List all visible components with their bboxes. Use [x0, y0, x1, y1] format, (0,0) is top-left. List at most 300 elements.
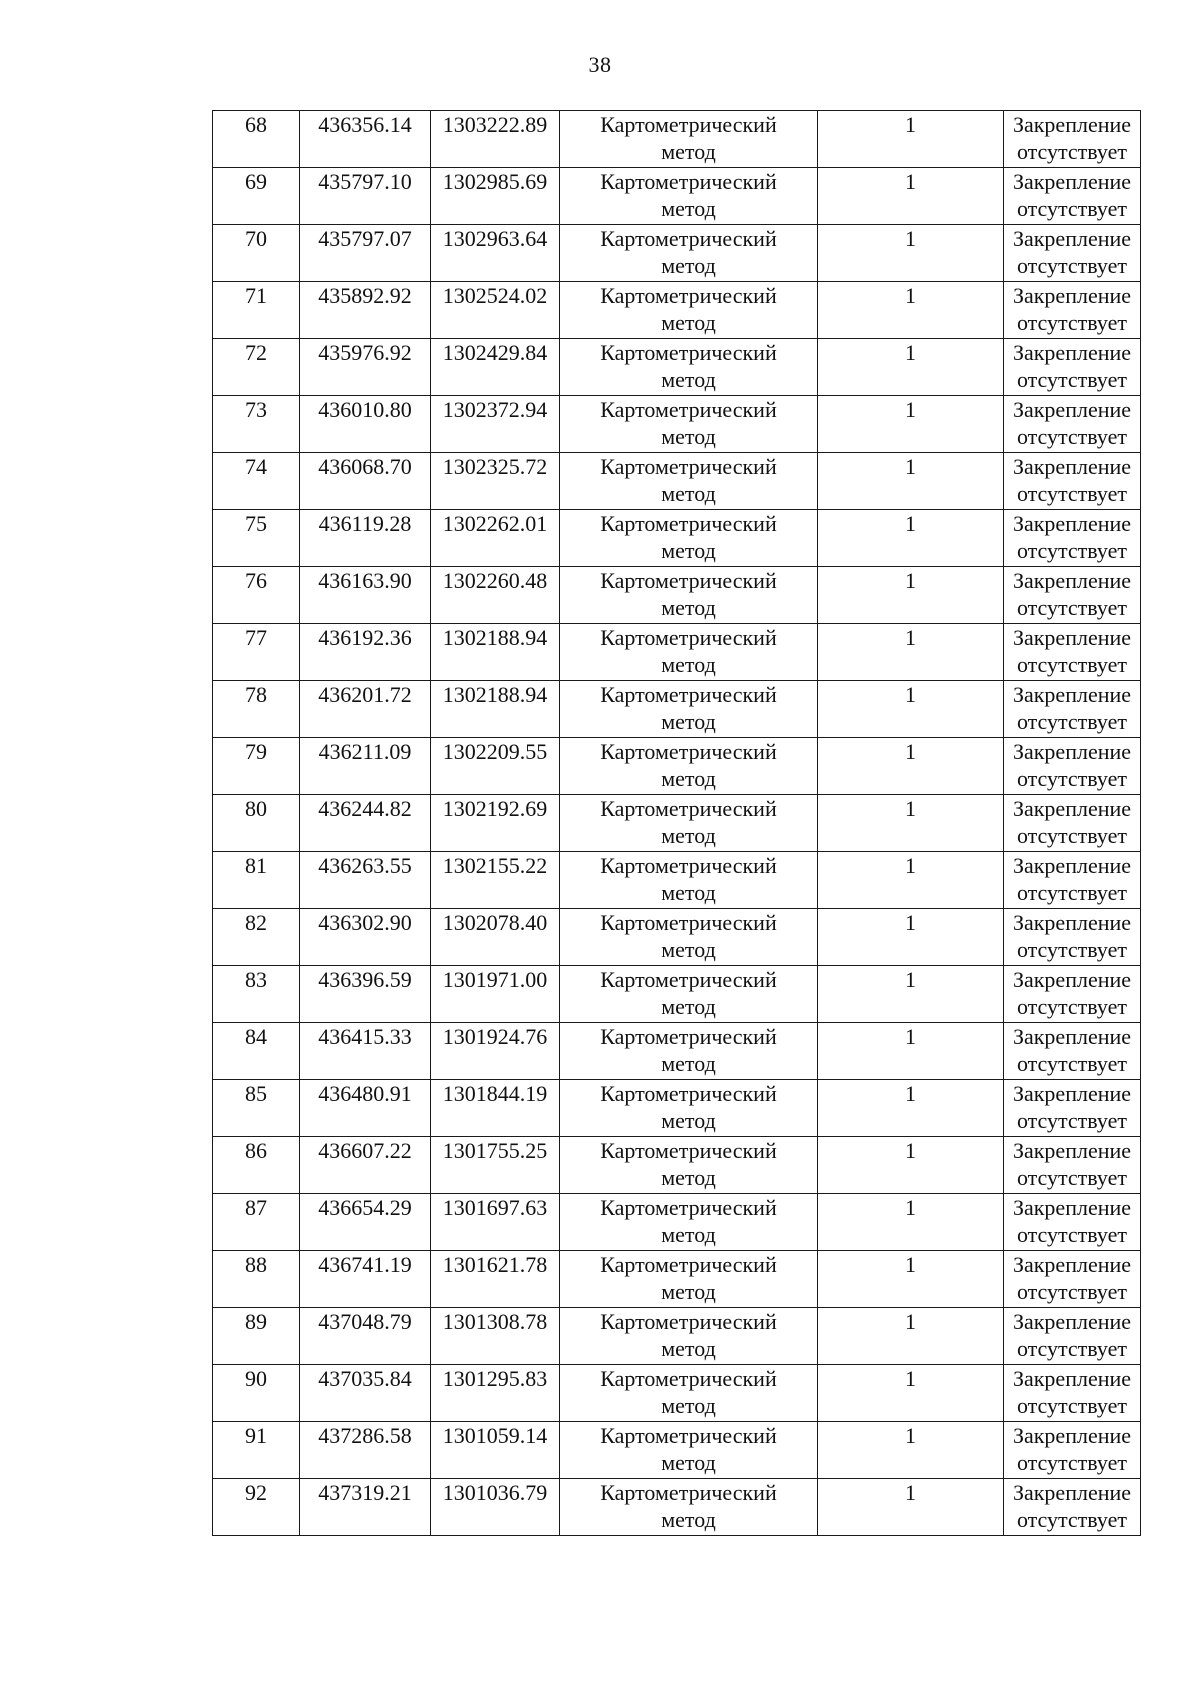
x-coordinate: 436396.59 — [318, 967, 412, 992]
table-row — [213, 225, 1141, 282]
fixing-text: отсутствует — [1016, 595, 1128, 620]
y-coordinate: 1302524.02 — [442, 283, 548, 308]
fixing-text: отсутствует — [1016, 424, 1128, 449]
x-coordinate-cell — [300, 1251, 431, 1308]
fixing-text: отсутствует — [1016, 1279, 1128, 1304]
table-row — [213, 396, 1141, 453]
y-coordinate: 1301844.19 — [442, 1081, 548, 1106]
fixing-cell — [1004, 966, 1141, 1023]
point-number-cell — [213, 510, 300, 567]
fixing-cell — [1004, 339, 1141, 396]
point-number: 83 — [245, 967, 267, 992]
y-coordinate: 1301308.78 — [442, 1309, 548, 1334]
x-coordinate: 436068.70 — [318, 454, 412, 479]
table-row — [213, 1308, 1141, 1365]
point-number-cell — [213, 1251, 300, 1308]
point-number-cell — [213, 1479, 300, 1536]
fixing-cell — [1004, 111, 1141, 168]
method-text: Картометрический — [600, 283, 777, 308]
y-coordinate-cell — [431, 453, 560, 510]
point-number-cell — [213, 396, 300, 453]
y-coordinate: 1302262.01 — [442, 511, 548, 536]
point-number: 71 — [245, 283, 267, 308]
x-coordinate-cell — [300, 1194, 431, 1251]
method-text: метод — [661, 1165, 716, 1190]
error-value: 1 — [905, 1195, 916, 1220]
error-value: 1 — [905, 112, 916, 137]
x-coordinate: 436010.80 — [318, 397, 412, 422]
error-cell — [818, 738, 1004, 795]
x-coordinate: 436263.55 — [318, 853, 412, 878]
x-coordinate-cell — [300, 1365, 431, 1422]
y-coordinate: 1302260.48 — [442, 568, 548, 593]
y-coordinate-cell — [431, 510, 560, 567]
error-cell — [818, 1308, 1004, 1365]
table-row — [213, 1251, 1141, 1308]
method-text: метод — [661, 766, 716, 791]
x-coordinate: 436741.19 — [318, 1252, 412, 1277]
x-coordinate-cell — [300, 282, 431, 339]
fixing-text: Закрепление — [1012, 1195, 1132, 1220]
table-row — [213, 1365, 1141, 1422]
fixing-text: Закрепление — [1012, 682, 1132, 707]
fixing-cell — [1004, 1080, 1141, 1137]
x-coordinate-cell — [300, 1422, 431, 1479]
method-cell — [560, 339, 818, 396]
x-coordinate: 436480.91 — [318, 1081, 412, 1106]
x-coordinate: 436163.90 — [318, 568, 412, 593]
method-text: метод — [661, 823, 716, 848]
table-row — [213, 795, 1141, 852]
fixing-text: отсутствует — [1016, 1507, 1128, 1532]
x-coordinate: 436607.22 — [318, 1138, 412, 1163]
table-row — [213, 624, 1141, 681]
method-text: метод — [661, 1051, 716, 1076]
y-coordinate: 1302192.69 — [442, 796, 548, 821]
error-cell — [818, 1251, 1004, 1308]
y-coordinate-cell — [431, 1308, 560, 1365]
fixing-text: отсутствует — [1016, 1450, 1128, 1475]
x-coordinate-cell — [300, 396, 431, 453]
point-number-cell — [213, 282, 300, 339]
y-coordinate: 1301924.76 — [442, 1024, 548, 1049]
y-coordinate-cell — [431, 1080, 560, 1137]
x-coordinate-cell — [300, 111, 431, 168]
y-coordinate-cell — [431, 1422, 560, 1479]
method-cell — [560, 1080, 818, 1137]
fixing-text: Закрепление — [1012, 226, 1132, 251]
error-cell — [818, 909, 1004, 966]
fixing-cell — [1004, 1365, 1141, 1422]
fixing-text: Закрепление — [1012, 1423, 1132, 1448]
y-coordinate: 1302188.94 — [442, 625, 548, 650]
y-coordinate-cell — [431, 1251, 560, 1308]
error-cell — [818, 852, 1004, 909]
method-text: Картометрический — [600, 397, 777, 422]
fixing-cell — [1004, 681, 1141, 738]
y-coordinate: 1302429.84 — [442, 340, 548, 365]
error-cell — [818, 453, 1004, 510]
error-value: 1 — [905, 910, 916, 935]
error-value: 1 — [905, 169, 916, 194]
table-row — [213, 339, 1141, 396]
error-value: 1 — [905, 568, 916, 593]
y-coordinate-cell — [431, 111, 560, 168]
point-number-cell — [213, 168, 300, 225]
method-text: Картометрический — [600, 112, 777, 137]
error-value: 1 — [905, 283, 916, 308]
fixing-cell — [1004, 1422, 1141, 1479]
table-row — [213, 453, 1141, 510]
y-coordinate-cell — [431, 396, 560, 453]
method-text: Картометрический — [600, 511, 777, 536]
x-coordinate: 436119.28 — [318, 511, 412, 536]
method-text: Картометрический — [600, 1195, 777, 1220]
error-cell — [818, 1137, 1004, 1194]
method-text: Картометрический — [600, 340, 777, 365]
point-number: 72 — [245, 340, 267, 365]
x-coordinate: 437286.58 — [318, 1423, 412, 1448]
fixing-text: отсутствует — [1016, 766, 1128, 791]
fixing-cell — [1004, 624, 1141, 681]
fixing-text: Закрепление — [1012, 511, 1132, 536]
table-row — [213, 1080, 1141, 1137]
x-coordinate: 436356.14 — [318, 112, 412, 137]
method-text: Картометрический — [600, 967, 777, 992]
error-value: 1 — [905, 682, 916, 707]
x-coordinate: 435892.92 — [318, 283, 412, 308]
method-cell — [560, 453, 818, 510]
method-cell — [560, 966, 818, 1023]
method-cell — [560, 795, 818, 852]
error-cell — [818, 795, 1004, 852]
method-text: Картометрический — [600, 625, 777, 650]
x-coordinate: 435797.07 — [318, 226, 412, 251]
error-cell — [818, 282, 1004, 339]
point-number-cell — [213, 1080, 300, 1137]
fixing-text: отсутствует — [1016, 253, 1128, 278]
method-text: метод — [661, 1222, 716, 1247]
error-value: 1 — [905, 397, 916, 422]
error-cell — [818, 396, 1004, 453]
point-number: 75 — [245, 511, 267, 536]
x-coordinate-cell — [300, 453, 431, 510]
x-coordinate: 436192.36 — [318, 625, 412, 650]
table-row — [213, 1023, 1141, 1080]
x-coordinate-cell — [300, 909, 431, 966]
y-coordinate: 1301971.00 — [442, 967, 548, 992]
table-row — [213, 1422, 1141, 1479]
method-text: метод — [661, 139, 716, 164]
error-cell — [818, 1422, 1004, 1479]
method-text: Картометрический — [600, 226, 777, 251]
x-coordinate-cell — [300, 168, 431, 225]
y-coordinate-cell — [431, 1365, 560, 1422]
method-cell — [560, 510, 818, 567]
y-coordinate-cell — [431, 168, 560, 225]
fixing-text: отсутствует — [1016, 1165, 1128, 1190]
error-value: 1 — [905, 1309, 916, 1334]
table-row — [213, 909, 1141, 966]
x-coordinate: 437035.84 — [318, 1366, 412, 1391]
fixing-text: Закрепление — [1012, 169, 1132, 194]
fixing-text: отсутствует — [1016, 652, 1128, 677]
method-text: метод — [661, 1108, 716, 1133]
method-text: метод — [661, 595, 716, 620]
fixing-cell — [1004, 396, 1141, 453]
fixing-text: отсутствует — [1016, 538, 1128, 563]
method-text: метод — [661, 253, 716, 278]
point-number-cell — [213, 1137, 300, 1194]
table-row — [213, 282, 1141, 339]
fixing-cell — [1004, 1023, 1141, 1080]
y-coordinate-cell — [431, 282, 560, 339]
method-text: Картометрический — [600, 853, 777, 878]
point-number-cell — [213, 624, 300, 681]
x-coordinate: 436302.90 — [318, 910, 412, 935]
fixing-text: Закрепление — [1012, 283, 1132, 308]
error-cell — [818, 1479, 1004, 1536]
error-cell — [818, 225, 1004, 282]
x-coordinate-cell — [300, 1137, 431, 1194]
point-number: 79 — [245, 739, 267, 764]
table-row — [213, 1137, 1141, 1194]
fixing-text: Закрепление — [1012, 1366, 1132, 1391]
fixing-text: отсутствует — [1016, 1051, 1128, 1076]
y-coordinate: 1302963.64 — [442, 226, 548, 251]
method-text: Картометрический — [600, 1081, 777, 1106]
method-cell — [560, 1422, 818, 1479]
fixing-text: Закрепление — [1012, 853, 1132, 878]
fixing-text: отсутствует — [1016, 1108, 1128, 1133]
x-coordinate-cell — [300, 624, 431, 681]
y-coordinate-cell — [431, 852, 560, 909]
fixing-cell — [1004, 567, 1141, 624]
method-text: Картометрический — [600, 568, 777, 593]
fixing-text: Закрепление — [1012, 1081, 1132, 1106]
y-coordinate-cell — [431, 339, 560, 396]
y-coordinate: 1302155.22 — [442, 853, 548, 878]
table-row — [213, 738, 1141, 795]
fixing-text: Закрепление — [1012, 1252, 1132, 1277]
point-number: 87 — [245, 1195, 267, 1220]
y-coordinate: 1301755.25 — [442, 1138, 548, 1163]
fixing-cell — [1004, 282, 1141, 339]
error-cell — [818, 1023, 1004, 1080]
error-value: 1 — [905, 739, 916, 764]
point-number-cell — [213, 1308, 300, 1365]
method-text: Картометрический — [600, 1366, 777, 1391]
error-value: 1 — [905, 1423, 916, 1448]
point-number-cell — [213, 1365, 300, 1422]
x-coordinate: 436201.72 — [318, 682, 412, 707]
x-coordinate-cell — [300, 1308, 431, 1365]
y-coordinate-cell — [431, 795, 560, 852]
y-coordinate: 1302188.94 — [442, 682, 548, 707]
x-coordinate-cell — [300, 852, 431, 909]
x-coordinate-cell — [300, 567, 431, 624]
y-coordinate-cell — [431, 1023, 560, 1080]
fixing-text: Закрепление — [1012, 796, 1132, 821]
fixing-cell — [1004, 453, 1141, 510]
method-text: метод — [661, 1279, 716, 1304]
point-number-cell — [213, 738, 300, 795]
error-value: 1 — [905, 625, 916, 650]
y-coordinate-cell — [431, 1479, 560, 1536]
point-number: 82 — [245, 910, 267, 935]
point-number-cell — [213, 852, 300, 909]
method-text: Картометрический — [600, 1252, 777, 1277]
y-coordinate-cell — [431, 567, 560, 624]
fixing-text: Закрепление — [1012, 739, 1132, 764]
point-number: 68 — [245, 112, 267, 137]
point-number-cell — [213, 1194, 300, 1251]
point-number-cell — [213, 225, 300, 282]
point-number: 80 — [245, 796, 267, 821]
method-text: метод — [661, 994, 716, 1019]
error-value: 1 — [905, 1480, 916, 1505]
point-number: 91 — [245, 1423, 267, 1448]
fixing-text: Закрепление — [1012, 340, 1132, 365]
point-number-cell — [213, 966, 300, 1023]
point-number: 90 — [245, 1366, 267, 1391]
coordinates-table — [212, 110, 1141, 1536]
y-coordinate-cell — [431, 681, 560, 738]
method-text: метод — [661, 652, 716, 677]
error-value: 1 — [905, 1252, 916, 1277]
fixing-text: Закрепление — [1012, 112, 1132, 137]
fixing-text: Закрепление — [1012, 625, 1132, 650]
point-number: 76 — [245, 568, 267, 593]
fixing-text: отсутствует — [1016, 196, 1128, 221]
table-row — [213, 852, 1141, 909]
point-number: 88 — [245, 1252, 267, 1277]
x-coordinate-cell — [300, 510, 431, 567]
method-text: метод — [661, 481, 716, 506]
x-coordinate-cell — [300, 738, 431, 795]
fixing-text: Закрепление — [1012, 910, 1132, 935]
error-value: 1 — [905, 967, 916, 992]
method-text: Картометрический — [600, 454, 777, 479]
x-coordinate: 436654.29 — [318, 1195, 412, 1220]
error-value: 1 — [905, 796, 916, 821]
point-number: 84 — [245, 1024, 267, 1049]
x-coordinate-cell — [300, 681, 431, 738]
y-coordinate: 1303222.89 — [442, 112, 548, 137]
x-coordinate-cell — [300, 1080, 431, 1137]
error-value: 1 — [905, 340, 916, 365]
y-coordinate: 1301295.83 — [442, 1366, 548, 1391]
error-value: 1 — [905, 454, 916, 479]
table-body — [213, 111, 1141, 1536]
point-number-cell — [213, 909, 300, 966]
method-cell — [560, 1251, 818, 1308]
error-value: 1 — [905, 226, 916, 251]
method-text: метод — [661, 196, 716, 221]
method-cell — [560, 1137, 818, 1194]
fixing-text: отсутствует — [1016, 937, 1128, 962]
x-coordinate-cell — [300, 795, 431, 852]
point-number: 89 — [245, 1309, 267, 1334]
x-coordinate: 436415.33 — [318, 1024, 412, 1049]
method-text: Картометрический — [600, 796, 777, 821]
point-number: 73 — [245, 397, 267, 422]
table-row — [213, 1194, 1141, 1251]
y-coordinate: 1301059.14 — [442, 1423, 548, 1448]
x-coordinate-cell — [300, 339, 431, 396]
x-coordinate-cell — [300, 225, 431, 282]
fixing-text: Закрепление — [1012, 397, 1132, 422]
error-cell — [818, 111, 1004, 168]
error-cell — [818, 966, 1004, 1023]
page-number: 38 — [588, 52, 612, 77]
method-cell — [560, 852, 818, 909]
method-text: Картометрический — [600, 1024, 777, 1049]
fixing-cell — [1004, 225, 1141, 282]
fixing-text: отсутствует — [1016, 139, 1128, 164]
y-coordinate: 1302325.72 — [442, 454, 548, 479]
method-cell — [560, 1365, 818, 1422]
y-coordinate-cell — [431, 1194, 560, 1251]
x-coordinate-cell — [300, 1479, 431, 1536]
point-number-cell — [213, 1023, 300, 1080]
method-text: метод — [661, 1450, 716, 1475]
point-number: 77 — [245, 625, 267, 650]
y-coordinate: 1302209.55 — [442, 739, 548, 764]
y-coordinate: 1301036.79 — [442, 1480, 548, 1505]
method-text: Картометрический — [600, 739, 777, 764]
method-cell — [560, 1194, 818, 1251]
method-cell — [560, 1479, 818, 1536]
method-text: метод — [661, 424, 716, 449]
point-number-cell — [213, 111, 300, 168]
fixing-text: отсутствует — [1016, 1336, 1128, 1361]
method-text: метод — [661, 1507, 716, 1532]
error-value: 1 — [905, 1138, 916, 1163]
fixing-text: отсутствует — [1016, 1393, 1128, 1418]
method-text: метод — [661, 310, 716, 335]
method-text: Картометрический — [600, 1480, 777, 1505]
error-cell — [818, 510, 1004, 567]
fixing-text: Закрепление — [1012, 1024, 1132, 1049]
method-text: Картометрический — [600, 910, 777, 935]
point-number: 92 — [245, 1480, 267, 1505]
method-cell — [560, 1023, 818, 1080]
fixing-text: отсутствует — [1016, 994, 1128, 1019]
method-text: Картометрический — [600, 1423, 777, 1448]
fixing-text: Закрепление — [1012, 1138, 1132, 1163]
method-cell — [560, 738, 818, 795]
fixing-cell — [1004, 1137, 1141, 1194]
error-cell — [818, 1365, 1004, 1422]
point-number: 81 — [245, 853, 267, 878]
method-text: метод — [661, 709, 716, 734]
error-cell — [818, 681, 1004, 738]
error-value: 1 — [905, 1366, 916, 1391]
error-cell — [818, 1194, 1004, 1251]
fixing-text: отсутствует — [1016, 367, 1128, 392]
y-coordinate-cell — [431, 966, 560, 1023]
fixing-text: отсутствует — [1016, 310, 1128, 335]
table-row — [213, 681, 1141, 738]
fixing-text: отсутствует — [1016, 1222, 1128, 1247]
method-cell — [560, 111, 818, 168]
x-coordinate: 436211.09 — [318, 739, 412, 764]
point-number: 85 — [245, 1081, 267, 1106]
method-text: Картометрический — [600, 682, 777, 707]
x-coordinate-cell — [300, 966, 431, 1023]
fixing-cell — [1004, 1308, 1141, 1365]
